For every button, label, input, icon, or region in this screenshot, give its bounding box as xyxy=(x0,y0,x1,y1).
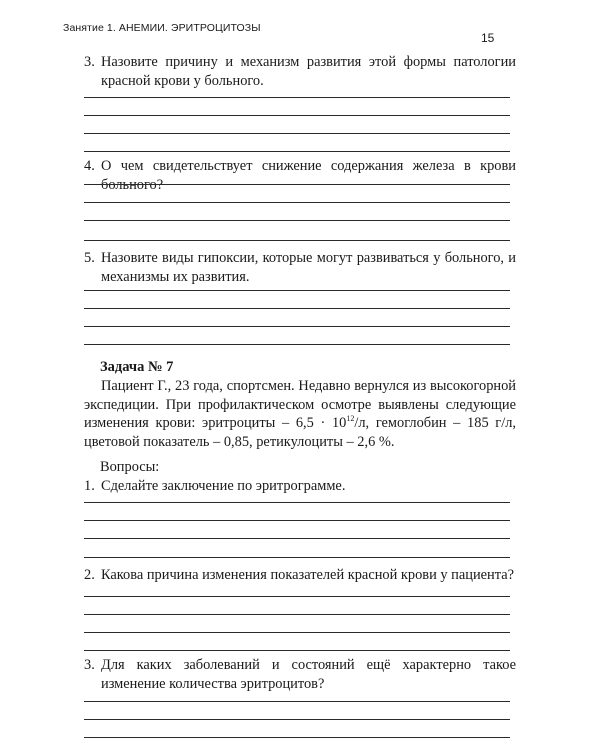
question-item xyxy=(84,249,516,286)
task-title: Задача № 7 xyxy=(100,359,174,375)
answer-line[interactable] xyxy=(84,596,510,597)
answer-line[interactable] xyxy=(84,202,510,203)
answer-line[interactable] xyxy=(84,614,510,615)
answer-line[interactable] xyxy=(84,632,510,633)
answer-line[interactable] xyxy=(84,344,510,345)
answer-line[interactable] xyxy=(84,240,510,241)
question-item xyxy=(84,477,516,496)
answer-line[interactable] xyxy=(84,133,510,134)
question-number: 2. xyxy=(84,567,95,583)
answer-line[interactable] xyxy=(84,650,510,651)
answer-line[interactable] xyxy=(84,220,510,221)
answer-line[interactable] xyxy=(84,184,510,185)
question-number: 5. xyxy=(84,250,95,266)
question-item xyxy=(84,157,516,194)
question-item xyxy=(84,566,516,585)
running-header: Занятие 1. АНЕМИИ. ЭРИТРОЦИТОЗЫ xyxy=(63,22,261,34)
question-text: Сделайте заключение по эритрограмме. xyxy=(101,478,346,494)
answer-line[interactable] xyxy=(84,502,510,503)
question-text: Назовите виды гипоксии, которые могут развиваться у больного, и механизмы их развития. xyxy=(101,250,516,285)
answer-line[interactable] xyxy=(84,308,510,309)
task-description xyxy=(84,377,516,451)
questions-label: Вопросы: xyxy=(100,459,160,475)
answer-line[interactable] xyxy=(84,538,510,539)
task-text-part2: /л, гемоглобин – 185 г/л, цветовой показатель – 0,85, ретикулоциты – 2,6 %. xyxy=(84,415,516,450)
answer-line[interactable] xyxy=(84,557,510,558)
exponent: 12 xyxy=(346,414,355,423)
answer-line[interactable] xyxy=(84,115,510,116)
question-number: 3. xyxy=(84,657,95,673)
question-number: 4. xyxy=(84,158,95,174)
answer-line[interactable] xyxy=(84,520,510,521)
answer-line[interactable] xyxy=(84,737,510,738)
question-text: О чем свидетельствует снижение содержания железа в крови больного? xyxy=(101,158,516,193)
question-text: Назовите причину и механизм развития этой формы патологии красной крови у больного. xyxy=(101,54,516,89)
answer-line[interactable] xyxy=(84,326,510,327)
question-text: Какова причина изменения показателей красной крови у пациента? xyxy=(101,567,514,583)
question-text: Для каких заболеваний и состояний ещё характерно такое изменение количества эритроцитов? xyxy=(101,657,516,692)
answer-line[interactable] xyxy=(84,701,510,702)
question-item xyxy=(84,53,516,90)
task-text-part1: Пациент Г., 23 года, спортсмен. Недавно вернулся из высокогорной экспедиции. При профилактическом осмотре выявлены следующие изменения крови: эритроциты – 6,5 · 10 xyxy=(84,378,516,431)
question-item xyxy=(84,656,516,693)
page-number: 15 xyxy=(481,31,495,45)
answer-line[interactable] xyxy=(84,151,510,152)
question-number: 1. xyxy=(84,478,95,494)
answer-line[interactable] xyxy=(84,97,510,98)
answer-line[interactable] xyxy=(84,290,510,291)
answer-line[interactable] xyxy=(84,719,510,720)
question-number: 3. xyxy=(84,54,95,70)
